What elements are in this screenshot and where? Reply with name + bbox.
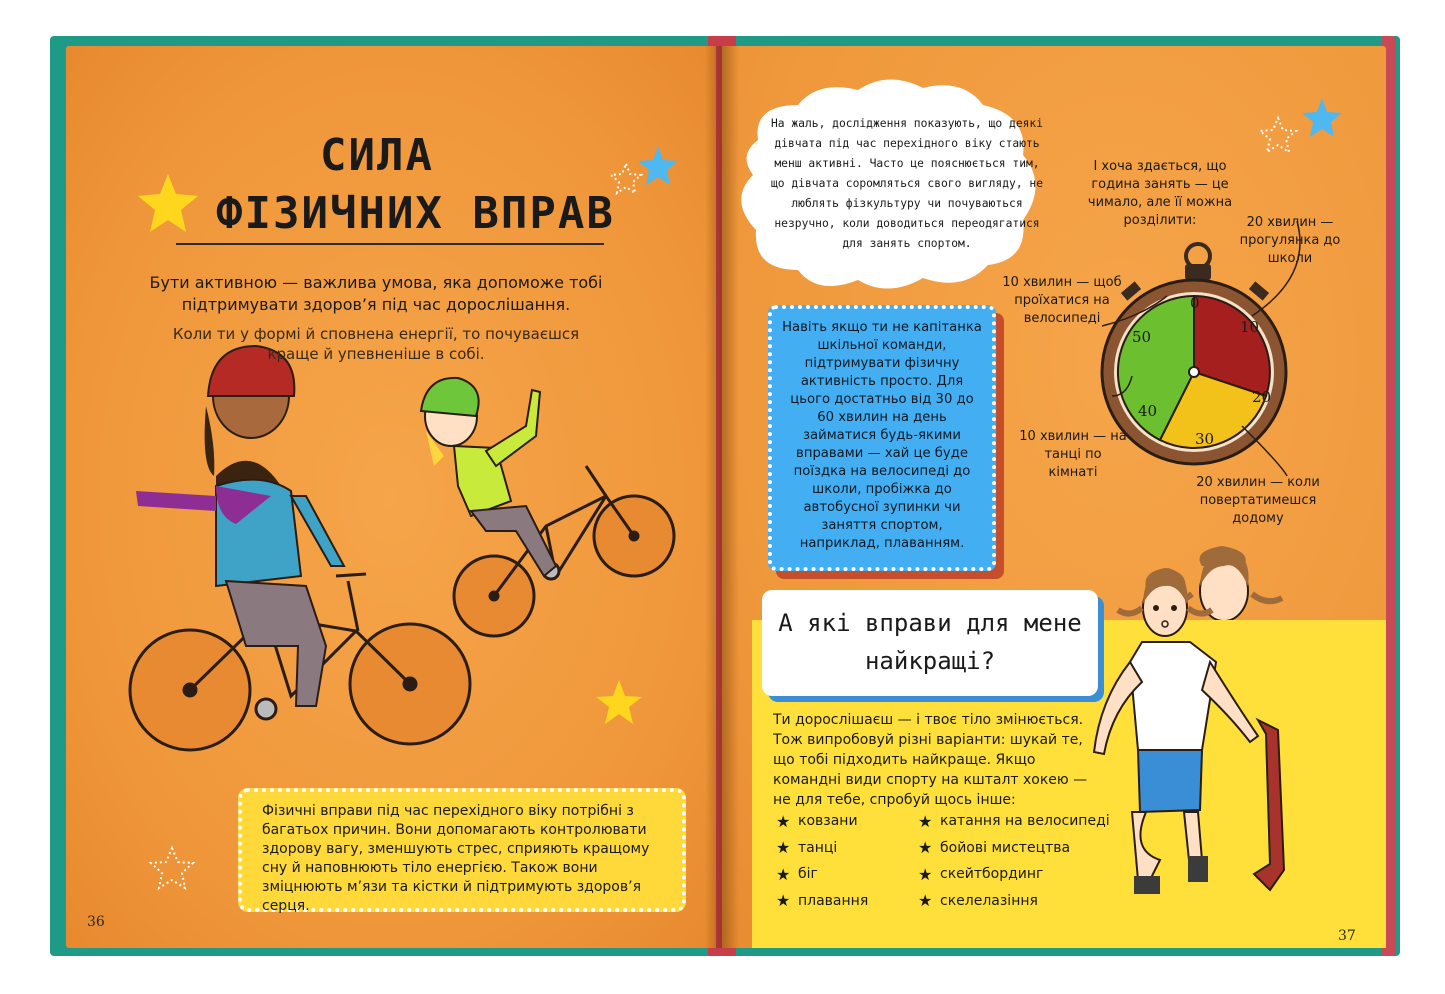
star-bullet-icon: ★ [776,864,791,884]
activity-list-left [776,808,868,914]
list-item: ★ катання на велосипеді [918,811,1110,831]
page-gutter-shadow [705,46,739,948]
star-icon [1302,98,1342,137]
reasons-box: Фізичні вправи під час перехідного віку потрібні з багатьох причин. Вони допомагають контролювати здорову вагу, зменшують стрес, сприяють кращому сну й наповнюють тіло енергією. Також вони зміцнюють м’язи та кістки й підтримують здоров’я серця. [238,788,686,912]
section-heading: А які вправи для мене найкращі? [778,609,1082,675]
cloud-text: На жаль, дослідження показують, що деякі дівчата під час перехідного віку стають менш активні. Часто це пояснюється тим, що дівчата соромляться свого вигляду, не люблять фізкультуру чи почуваються незручно, коли доводиться переодягатися для занять спортом. [770,117,1044,250]
star-icon [138,174,198,232]
left-page [66,46,716,948]
activity-tip-box: Навіть якщо ти не капітанка шкільної команди, підтримувати фізичну активність просто. Для цього достатньо від 30 до 60 хвилин на день займатися будь-якими вправами — хай це буде поїздка на велосипеді до школи, пробіжка до автобусної зупинки чи заняття спортом, наприклад, плаванням. [768,305,996,571]
girl-2-body [421,378,556,576]
star-bullet-icon: ★ [918,891,933,911]
intro-light-text: Коли ти у формі й сповнена енергії, то почуваєшся краще й упевненіше в собі. [172,325,580,363]
advice-paragraph: Ти дорослішаєш — і твоє тіло змінюється. Тож випробовуй різні варіанти: шукай те, що тобі підходить найкраще. Якщо командні види спорту на кшталт хокею — не для тебе, спробуй щось інше: [773,712,1088,808]
timer-label-40: 40 [1138,402,1158,420]
star-outline-icon [611,164,641,193]
timer-label-30: 30 [1195,430,1215,448]
page-number-right: 37 [1338,928,1356,944]
page-title-line1: СИЛА [320,130,434,181]
star-bullet-icon: ★ [918,838,933,858]
star-icon [596,680,642,724]
list-item: ★ танці [776,838,838,858]
star-bullet-icon: ★ [918,811,933,831]
annotation-return: 20 хвилин — коли повертатимешся додому [1196,475,1320,526]
page-title-line2: ФІЗИЧНИХ ВПРАВ [216,188,615,239]
star-outline-icon [1260,118,1296,152]
list-item: ★ скейтбординг [918,864,1044,884]
girl-overlay [1090,530,1310,930]
hour-note: І хоча здається, що година занять — це чимало, але її можна розділити: [1087,159,1233,228]
list-item: ★ ковзани [776,811,858,831]
activity-list-right [918,808,1110,914]
annotation-bike: 10 хвилин — щоб проїхатися на велосипеді [1002,275,1122,326]
star-outline-icon [151,848,193,888]
star-bullet-icon: ★ [776,838,791,858]
timer-label-50: 50 [1132,328,1152,346]
annotation-dance: 10 хвилин — на танці по кімнаті [1019,429,1127,480]
annotation-walk: 20 хвилин — прогулянка до школи [1239,215,1341,266]
timer-label-10: 10 [1240,318,1260,336]
star-bullet-icon: ★ [776,811,791,831]
star-icon [638,146,678,185]
list-item: ★ бойові мистецтва [918,838,1071,858]
intro-bold-text: Бути активною — важлива умова, яка допоможе тобі підтримувати здоров’я під час дорослішання. [149,273,603,314]
list-item: ★ скелелазіння [918,891,1038,911]
timer-label-0: 0 [1190,294,1200,312]
list-item: ★ плавання [776,891,869,911]
title-underline [176,243,604,245]
timer-label-20: 20 [1252,388,1272,406]
page-number-left: 36 [87,914,105,930]
star-bullet-icon: ★ [776,891,791,911]
star-bullet-icon: ★ [918,864,933,884]
list-item: ★ біг [776,864,818,884]
